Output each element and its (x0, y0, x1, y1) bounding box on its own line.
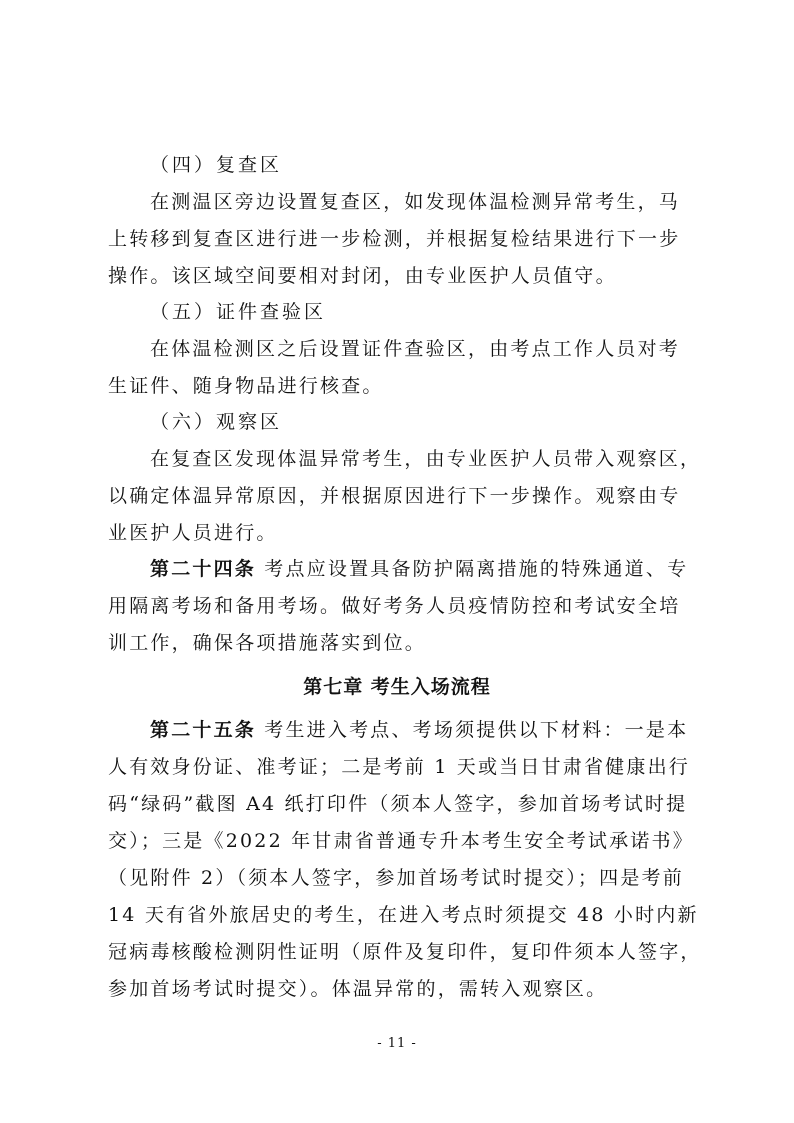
paragraph-line: 参加首场考试时提交）。体温异常的，需转入观察区。 (108, 978, 608, 1000)
paragraph-line: 上转移到复查区进行进一步检测，并根据复检结果进行下一步 (108, 228, 681, 250)
article-label: 第二十四条 (150, 558, 257, 580)
paragraph-line: 用隔离考场和备用考场。做好考务人员疫情防控和考试安全培 (108, 595, 681, 617)
article-text: 考生进入考点、考场须提供以下材料：一是本 (264, 719, 689, 741)
paragraph-line: 人有效身份证、准考证；二是考前 1 天或当日甘肃省健康出行 (108, 756, 690, 778)
paragraph-line: 生证件、随身物品进行核查。 (108, 375, 384, 397)
paragraph-line: 在体温检测区之后设置证件查验区，由考点工作人员对考 (150, 338, 681, 360)
section-heading-id-check-area: （五）证件查验区 (150, 301, 327, 323)
paragraph-line: 操作。该区域空间要相对封闭，由专业医护人员值守。 (108, 265, 617, 287)
paragraph-line: （见附件 2）（须本人签字，参加首场考试时提交）；四是考前 (108, 867, 684, 889)
page-number: - 11 - (377, 1036, 417, 1051)
article-25-first-line (150, 718, 688, 742)
section-heading-review-area: （四）复查区 (150, 154, 283, 176)
section-heading-observation-area: （六）观察区 (150, 411, 283, 433)
paragraph-line: 冠病毒核酸检测阴性证明（原件及复印件，复印件须本人签字， (108, 941, 702, 963)
chapter-title: 第七章 考生入场流程 (303, 676, 491, 698)
paragraph-line: 在复查区发现体温异常考生，由专业医护人员带入观察区， (150, 448, 702, 470)
paragraph-line: 以确定体温异常原因，并根据原因进行下一步操作。观察由专 (108, 485, 681, 507)
paragraph-line: 交）；三是《2022 年甘肃省普通专升本考生安全考试承诺书》 (108, 830, 694, 852)
article-24-first-line (150, 557, 688, 581)
article-text: 考点应设置具备防护隔离措施的特殊通道、专 (264, 558, 689, 580)
paragraph-line: 业医护人员进行。 (108, 522, 278, 544)
paragraph-line: 训工作，确保各项措施落实到位。 (108, 632, 427, 654)
paragraph-line: 在测温区旁边设置复查区，如发现体温检测异常考生，马 (150, 191, 681, 213)
article-label: 第二十五条 (150, 719, 257, 741)
paragraph-line: 14 天有省外旅居史的考生，在进入考点时须提交 48 小时内新 (108, 904, 699, 926)
paragraph-line: 码“绿码”截图 A4 纸打印件（须本人签字，参加首场考试时提 (108, 793, 688, 815)
